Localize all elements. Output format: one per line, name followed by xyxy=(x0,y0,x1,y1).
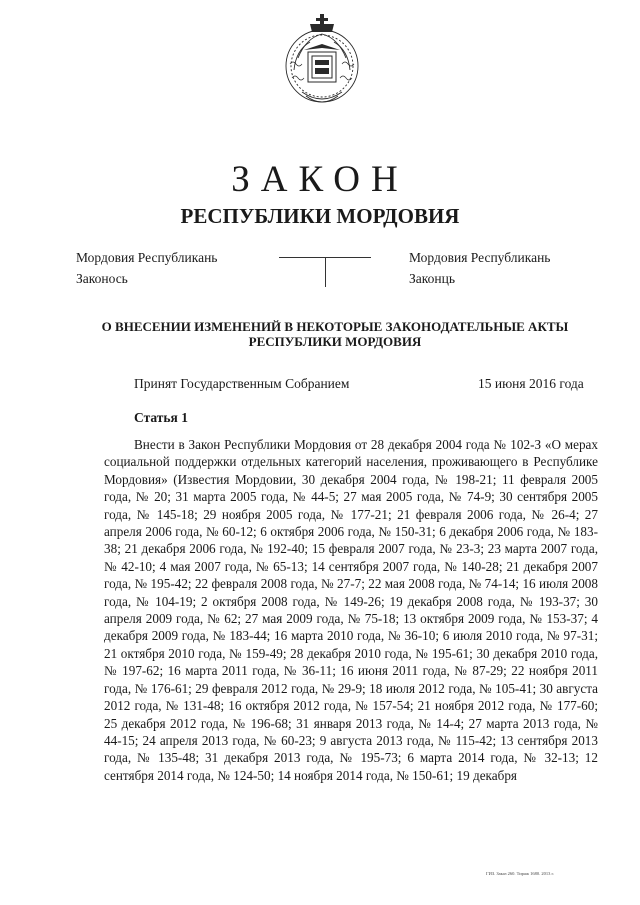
right-caption-line2: Законць xyxy=(409,271,455,286)
left-caption-line1: Мордовия Республикань xyxy=(76,250,218,265)
left-caption-line2: Законось xyxy=(76,271,128,286)
right-caption-line1: Мордовия Республикань xyxy=(409,250,551,265)
document-title: ЗАКОН xyxy=(231,159,409,200)
right-caption xyxy=(409,247,550,289)
article-body xyxy=(104,436,598,784)
print-footnote: ГИЗ. Заказ 260. Тираж 1680. 2013 г. xyxy=(486,871,554,876)
adopted-date: 15 июня 2016 года xyxy=(478,376,584,391)
adopted-by: Принят Государственным Собранием xyxy=(134,376,350,391)
law-heading-line1: О ВНЕСЕНИИ ИЗМЕНЕНИЙ В НЕКОТОРЫЕ ЗАКОНОДАТЕЛЬНЫЕ АКТЫ xyxy=(101,319,569,334)
left-caption xyxy=(76,247,217,289)
coat-of-arms-icon xyxy=(276,14,368,110)
document-subtitle: РЕСПУБЛИКИ МОРДОВИЯ xyxy=(180,204,460,228)
law-heading xyxy=(70,319,600,349)
article-title: Статья 1 xyxy=(134,410,188,425)
divider-vertical xyxy=(325,257,326,287)
article-paragraph: Внести в Закон Республики Мордовия от 28 декабря 2004 года № 102-З «О мерах социальной поддержки отдельных категорий населения, проживающего в Республике Мордовия» (Известия Мордовии, 30 декабря 2004 года, № 198-21; 11 февраля 2005 года, № 20; 31 марта 2005 года, № 44-5; 27 мая 2005 года, № 74-9; 30 сентября 2005 года, № 145-18; 29 ноября 2005 года, № 177-21; 21 февраля 2006 года, № 26-4; 27 апреля 2006 года, № 60-12; 6 октября 2006 года, № 150-31; 6 декабря 2006 года, № 183-38; 21 декабря 2006 года, № 192-40; 15 февраля 2007 года, № 23-3; 23 марта 2007 года, № 42-10; 4 мая 2007 года, № 65-13; 14 сентября 2007 года, № 140-28; 21 декабря 2007 года, № 195-42; 22 февраля 2008 года, № 27-7; 22 мая 2008 года, № 74-14; 16 июля 2008 года, № 104-19; 2 октября 2008 года, № 149-26; 19 декабря 2008 года, № 193-37; 30 апреля 2009 года, № 62; 27 мая 2009 года, № 75-18; 13 октября 2009 года, № 153-37; 4 декабря 2009 года, № 183-44; 16 марта 2010 года, № 36-10; 6 июля 2010 года, № 97-31; 21 октября 2010 года, № 159-49; 28 декабря 2010 года, № 195-61; 30 декабря 2010 года, № 197-62; 16 марта 2011 года, № 36-11; 16 июня 2011 года, № 87-29; 22 ноября 2011 года, № 176-61; 29 февраля 2012 года, № 29-9; 18 июля 2012 года, № 105-41; 30 августа 2012 года, № 131-48; 16 октября 2012 года, № 157-54; 21 ноября 2012 года, № 177-60; 25 декабря 2012 года, № 196-68; 31 января 2013 года, № 14-4; 27 марта 2013 года, № 44-15; 24 апреля 2013 года, № 60-23; 9 августа 2013 года, № 115-42; 13 сентября 2013 года, № 135-48; 31 декабря 2013 года, № 195-73; 6 марта 2014 года, № 32-13; 12 сентября 2014 года, № 124-50; 14 ноября 2014 года, № 150-61; 19 декабря xyxy=(104,437,598,783)
law-heading-line2: РЕСПУБЛИКИ МОРДОВИЯ xyxy=(248,334,422,349)
